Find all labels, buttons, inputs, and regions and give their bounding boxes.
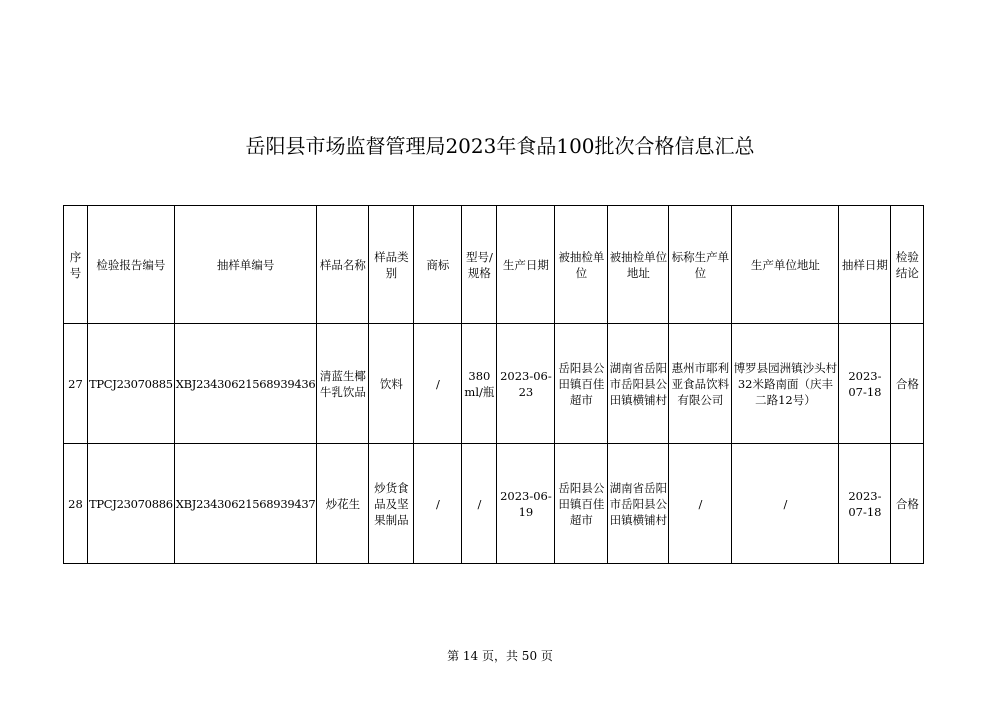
cell-inspected-address: 湖南省岳阳市岳阳县公田镇横铺村 (608, 324, 669, 444)
inspection-table (63, 205, 924, 564)
cell-sample-no: XBJ23430621568939436 (174, 324, 317, 444)
header-conclusion: 检验结论 (891, 206, 924, 324)
header-spec: 型号/规格 (462, 206, 497, 324)
cell-sample-no: XBJ23430621568939437 (174, 444, 317, 564)
cell-manufacturer: / (669, 444, 732, 564)
cell-manufacturer: 惠州市耶利亚食品饮料有限公司 (669, 324, 732, 444)
header-sample-no: 抽样单编号 (174, 206, 317, 324)
page-number: 第 14 页，共 50 页 (447, 649, 553, 663)
cell-conclusion: 合格 (891, 444, 924, 564)
cell-inspected-address: 湖南省岳阳市岳阳县公田镇横铺村 (608, 444, 669, 564)
cell-spec: / (462, 444, 497, 564)
header-inspected-address: 被抽检单位地址 (608, 206, 669, 324)
cell-seq: 27 (64, 324, 88, 444)
header-report-no: 检验报告编号 (88, 206, 175, 324)
cell-sample-category: 炒货食品及坚果制品 (369, 444, 414, 564)
cell-manufacturer-address: / (732, 444, 839, 564)
cell-seq: 28 (64, 444, 88, 564)
cell-sample-category: 饮料 (369, 324, 414, 444)
header-manufacturer-address: 生产单位地址 (732, 206, 839, 324)
cell-sampling-date: 2023-07-18 (839, 324, 891, 444)
header-production-date: 生产日期 (497, 206, 555, 324)
header-sample-category: 样品类别 (369, 206, 414, 324)
table-header-row (64, 206, 924, 324)
cell-brand: / (414, 324, 462, 444)
cell-spec: 380ml/瓶 (462, 324, 497, 444)
cell-inspected-unit: 岳阳县公田镇百佳超市 (555, 444, 608, 564)
cell-conclusion: 合格 (891, 324, 924, 444)
header-seq: 序号 (64, 206, 88, 324)
cell-sample-name: 清蓝生椰牛乳饮品 (317, 324, 369, 444)
cell-production-date: 2023-06-23 (497, 324, 555, 444)
cell-report-no: TPCJ23070886 (88, 444, 175, 564)
header-sample-name: 样品名称 (317, 206, 369, 324)
table-row (64, 324, 924, 444)
document-title: 岳阳县市场监督管理局2023年食品100批次合格信息汇总 (245, 134, 755, 158)
header-manufacturer: 标称生产单位 (669, 206, 732, 324)
header-sampling-date: 抽样日期 (839, 206, 891, 324)
cell-report-no: TPCJ23070885 (88, 324, 175, 444)
cell-sampling-date: 2023-07-18 (839, 444, 891, 564)
cell-sample-name: 炒花生 (317, 444, 369, 564)
cell-inspected-unit: 岳阳县公田镇百佳超市 (555, 324, 608, 444)
header-brand: 商标 (414, 206, 462, 324)
header-inspected-unit: 被抽检单位 (555, 206, 608, 324)
cell-brand: / (414, 444, 462, 564)
cell-production-date: 2023-06-19 (497, 444, 555, 564)
cell-manufacturer-address: 博罗县园洲镇沙头村32米路南面（庆丰二路12号） (732, 324, 839, 444)
table-row (64, 444, 924, 564)
